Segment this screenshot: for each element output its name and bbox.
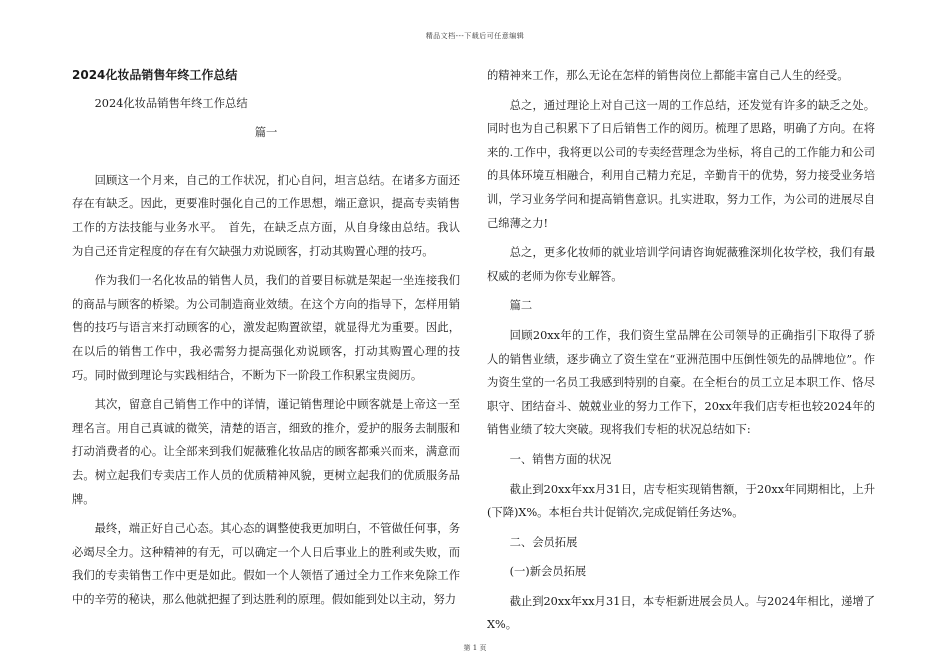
header-note: 精品文档---下载后可任意编辑 xyxy=(425,32,525,40)
paragraph: 截止到20xx年xx月31日，本专柜新进展会员人。与2024年相比，递增了X%。 xyxy=(487,594,876,632)
paragraph: 作为我们一名化妆品的销售人员，我们的首要目标就是架起一坐连接我们的商品与顾客的桥梁。为公司制造商业效绩。在这个方向的指导下，怎样用销售的技巧与语言来打动顾客的心，激发起购置欲望，就显得尤为重要。因此，在以后的销售工作中，我必需努力提高强化劝说顾客，打动其购置心理的技巧。同时做到理论与实践相结合，不断为下一阶段工作积累宝贵阅历。 xyxy=(72,274,460,382)
document-title: 2024化妆品销售年终工作总结 xyxy=(72,68,238,82)
document-subtitle: 2024化妆品销售年终工作总结 xyxy=(94,96,248,110)
paragraph: 总之，更多化妆师的就业培训学问请咨询妮薇雅深圳化妆学校，我们有最权威的老师为你专业解答。 xyxy=(487,246,875,283)
section-heading-2: 篇二 xyxy=(509,299,533,313)
paragraph: 最终，端正好自己心态。其心态的调整使我更加明白，不管做任何事，务必竭尽全力。这种精神的有无，可以确定一个人日后事业上的胜利或失败，而我们的专卖销售工作中更是如此。假如一个人领悟了通过全力工作来免除工作中的辛劳的秘诀，那么他就把握了到达胜利的原理。假如能到处以主动，努力 xyxy=(72,522,460,606)
paragraph: 截止到20xx年xx月31日，店专柜实现销售额，于20xx年同期相比，上升(下降)X%。本柜台共计促销次,完成促销任务达%。 xyxy=(487,482,875,520)
subheading: (一)新会员拓展 xyxy=(509,565,587,579)
blank-line xyxy=(72,151,460,169)
paragraph: 回顾20xx年的工作，我们资生堂品牌在公司领导的正确指引下取得了骄人的销售业绩，逐步确立了资生堂在“亚洲范围中压倒性领先的品牌地位”。作为资生堂的一名员工我感到特别的自豪。在全柜台的员工立足本职工作、恪尽职守、团结奋斗、兢兢业业的努力工作下，20xx年我们店专柜也较2024年的销售业绩了较大突破。现将我们专柜的状况总结如下: xyxy=(487,328,875,437)
subheading: 二、会员拓展 xyxy=(509,535,578,549)
section-heading-1: 篇一 xyxy=(254,126,278,140)
subheading: 一、销售方面的状况 xyxy=(509,452,612,466)
paragraph: 回顾这一个月来，自己的工作状况，扪心自问，坦言总结。在诸多方面还存在有缺乏。因此，更要准时强化自己的工作思想，端正意识，提高专卖销售工作的方法技能与业务水平。 首先，在缺乏点方面，从自身缘由总结。我认为自己还肯定程度的存在有欠缺强力劝说顾客，打动其购置心理的技巧。 xyxy=(72,173,460,258)
paragraph: 的精神来工作，那么无论在怎样的销售岗位上都能丰富自己人生的经受。 xyxy=(487,69,849,82)
paragraph: 其次，留意自己销售工作中的详情，谨记销售理论中顾客就是上帝这一至理名言。用自己真诚的微笑，清楚的语言，细致的推介，爱护的服务去制服和打动消费者的心。让全部来到我们妮薇雅化妆品店的顾客都乘兴而来，满意而去。树立起我们专卖店工作人员的优质精神风貌，更树立起我们的优质服务品牌。 xyxy=(72,398,460,506)
right-column xyxy=(487,64,875,643)
paragraph: 总之，通过理论上对自己这一周的工作总结，还发觉有许多的缺乏之处。同时也为自己积累下了日后销售工作的阅历。梳理了思路，明确了方向。在将来的.工作中，我将更以公司的专卖经营理念为坐标，将自己的工作能力和公司的具体环境互相融合，利用自己精力充足，辛勤肯干的优势，努力接受业务培训，学习业务学问和提高销售意识。扎实进取，努力工作，为公司的进展尽自己绵薄之力! xyxy=(487,98,875,230)
left-column xyxy=(72,64,460,611)
page-number: 第 1 页 xyxy=(463,644,487,652)
